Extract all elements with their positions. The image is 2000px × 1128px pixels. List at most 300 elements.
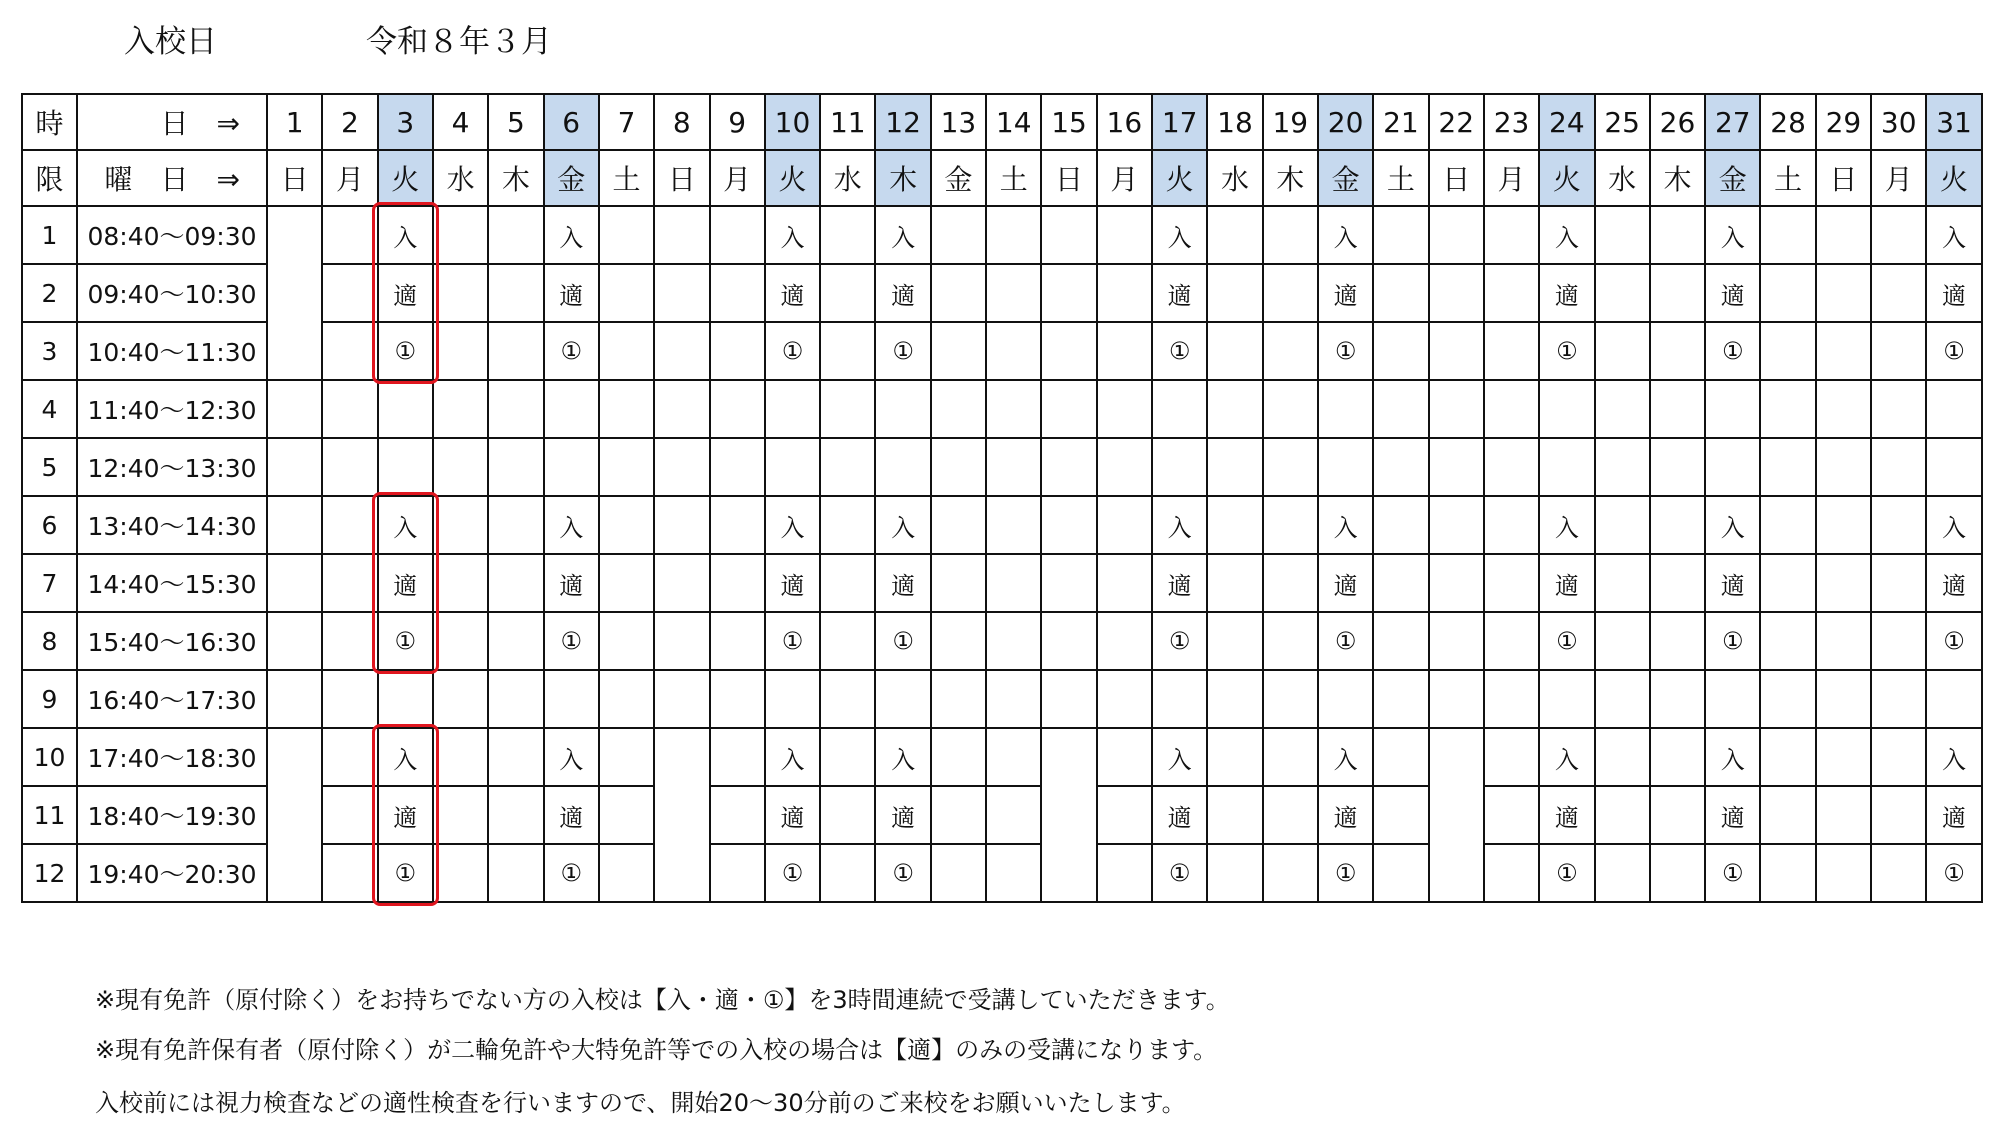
day-header-cell: 16 [1097,94,1152,150]
schedule-slot [765,438,820,496]
schedule-empty-slot [267,380,322,438]
corner-bottom: 限 [22,150,77,206]
schedule-slot [1318,438,1373,496]
day-header-cell: 23 [1484,94,1539,150]
schedule-empty-slot [1484,380,1539,438]
schedule-empty-slot [1429,206,1484,264]
day-header-cell: 31 [1926,94,1981,150]
schedule-empty-slot [654,438,709,496]
schedule-empty-slot [654,554,709,612]
schedule-empty-slot [986,264,1041,322]
schedule-empty-slot [986,438,1041,496]
period-number: 12 [22,844,77,902]
schedule-empty-slot [710,206,765,264]
schedule-empty-slot [1595,380,1650,438]
day-header-cell: 11 [820,94,875,150]
schedule-empty-slot [1595,844,1650,902]
day-header-cell: 12 [875,94,930,150]
schedule-empty-slot [1373,612,1428,670]
schedule-slot: ① [875,322,930,380]
schedule-slot: 適 [1539,264,1594,322]
schedule-empty-slot [1871,206,1926,264]
schedule-empty-slot [710,612,765,670]
schedule-slot [1318,380,1373,438]
schedule-empty-slot [1429,786,1484,844]
schedule-empty-slot [488,438,543,496]
schedule-empty-slot [931,844,986,902]
schedule-empty-slot [820,786,875,844]
schedule-empty-slot [1760,380,1815,438]
schedule-empty-slot [1263,438,1318,496]
schedule-empty-slot [1207,612,1262,670]
schedule-slot [1539,670,1594,728]
weekday-header-cell: 火 [1926,150,1981,206]
schedule-slot: ① [1539,844,1594,902]
schedule-empty-slot [1041,612,1096,670]
schedule-empty-slot [1484,670,1539,728]
weekday-header-cell: 日 [267,150,322,206]
schedule-empty-slot [267,438,322,496]
schedule-empty-slot [820,438,875,496]
schedule-empty-slot [1429,554,1484,612]
schedule-empty-slot [931,206,986,264]
weekday-header-cell: 月 [1871,150,1926,206]
schedule-empty-slot [986,786,1041,844]
schedule-empty-slot [986,670,1041,728]
schedule-empty-slot [1097,670,1152,728]
header-row-days [22,94,1982,150]
schedule-slot [1152,380,1207,438]
schedule-slot: ① [875,612,930,670]
schedule-empty-slot [1816,438,1871,496]
table-row [22,786,1982,844]
schedule-empty-slot [1816,264,1871,322]
schedule-empty-slot [433,612,488,670]
schedule-empty-slot [1650,844,1705,902]
schedule-slot: 適 [1705,786,1760,844]
schedule-empty-slot [986,612,1041,670]
schedule-empty-slot [267,264,322,322]
schedule-empty-slot [1595,496,1650,554]
period-number: 4 [22,380,77,438]
schedule-slot: 入 [1318,206,1373,264]
schedule-empty-slot [1373,496,1428,554]
schedule-slot [544,380,599,438]
schedule-empty-slot [267,554,322,612]
schedule-empty-slot [1373,438,1428,496]
schedule-slot: ① [378,844,433,902]
admission-schedule-table [21,93,1983,903]
schedule-slot: ① [875,844,930,902]
schedule-slot: 適 [1318,786,1373,844]
schedule-empty-slot [599,496,654,554]
schedule-empty-slot [820,670,875,728]
schedule-slot: 適 [1539,554,1594,612]
schedule-slot: 入 [544,496,599,554]
day-header-cell: 8 [654,94,709,150]
day-header-cell: 24 [1539,94,1594,150]
schedule-slot: ① [1318,844,1373,902]
weekday-header-cell: 水 [820,150,875,206]
schedule-slot [378,670,433,728]
day-header-cell: 22 [1429,94,1484,150]
schedule-slot: ① [1705,844,1760,902]
schedule-slot [1926,670,1981,728]
schedule-empty-slot [1207,322,1262,380]
schedule-slot [1539,438,1594,496]
weekday-header-cell: 火 [765,150,820,206]
schedule-empty-slot [986,380,1041,438]
schedule-slot: 入 [1926,206,1981,264]
period-time: 18:40～19:30 [77,786,267,844]
schedule-empty-slot [1373,670,1428,728]
schedule-empty-slot [1760,264,1815,322]
schedule-empty-slot [931,612,986,670]
schedule-empty-slot [1097,322,1152,380]
weekday-header-cell: 木 [488,150,543,206]
schedule-empty-slot [1816,612,1871,670]
schedule-empty-slot [986,322,1041,380]
schedule-slot: 入 [1539,728,1594,786]
schedule-empty-slot [1871,264,1926,322]
schedule-empty-slot [820,264,875,322]
note-license-holder: ※現有免許保有者（原付除く）が二輪免許や大特免許等での入校の場合は【適】のみの受講になります。 [95,1036,1218,1064]
schedule-empty-slot [1207,670,1262,728]
weekday-header-cell: 火 [1152,150,1207,206]
schedule-slot: 入 [1318,496,1373,554]
schedule-empty-slot [1097,264,1152,322]
schedule-empty-slot [986,728,1041,786]
schedule-empty-slot [322,786,377,844]
day-header-cell: 28 [1760,94,1815,150]
schedule-empty-slot [599,438,654,496]
schedule-empty-slot [710,554,765,612]
schedule-empty-slot [1263,554,1318,612]
schedule-empty-slot [931,438,986,496]
schedule-empty-slot [1041,322,1096,380]
schedule-empty-slot [1373,844,1428,902]
schedule-empty-slot [1207,264,1262,322]
schedule-slot: 適 [875,264,930,322]
schedule-empty-slot [433,670,488,728]
day-header-cell: 18 [1207,94,1262,150]
schedule-empty-slot [1263,670,1318,728]
schedule-empty-slot [599,264,654,322]
table-row [22,322,1982,380]
schedule-empty-slot [1760,322,1815,380]
schedule-slot: 適 [1926,554,1981,612]
weekday-header-cell: 金 [544,150,599,206]
corner-top: 時 [22,94,77,150]
schedule-empty-slot [322,670,377,728]
day-header-cell: 13 [931,94,986,150]
schedule-slot [875,380,930,438]
schedule-empty-slot [1816,670,1871,728]
schedule-empty-slot [1207,554,1262,612]
schedule-empty-slot [1595,554,1650,612]
day-header-cell: 4 [433,94,488,150]
schedule-empty-slot [1760,786,1815,844]
schedule-slot: ① [378,612,433,670]
schedule-slot: 入 [1318,728,1373,786]
schedule-slot [1926,438,1981,496]
schedule-empty-slot [267,496,322,554]
schedule-empty-slot [710,322,765,380]
schedule-empty-slot [1263,380,1318,438]
weekday-header-cell: 月 [710,150,765,206]
page-title-month: 令和８年３月 [366,24,552,60]
schedule-empty-slot [1097,496,1152,554]
schedule-empty-slot [1760,438,1815,496]
schedule-slot: 適 [1705,554,1760,612]
schedule-empty-slot [1097,380,1152,438]
schedule-slot: 適 [1318,554,1373,612]
page-title-label: 入校日 [124,24,217,60]
schedule-empty-slot [1595,438,1650,496]
schedule-empty-slot [1760,554,1815,612]
schedule-empty-slot [710,844,765,902]
schedule-empty-slot [1263,322,1318,380]
schedule-empty-slot [1263,728,1318,786]
schedule-empty-slot [322,438,377,496]
day-header-cell: 5 [488,94,543,150]
schedule-empty-slot [267,786,322,844]
period-number: 10 [22,728,77,786]
schedule-empty-slot [820,206,875,264]
schedule-empty-slot [1650,612,1705,670]
schedule-empty-slot [1760,612,1815,670]
schedule-empty-slot [1650,554,1705,612]
schedule-empty-slot [1650,496,1705,554]
schedule-slot: ① [765,844,820,902]
schedule-empty-slot [1816,554,1871,612]
schedule-empty-slot [599,554,654,612]
schedule-empty-slot [267,322,322,380]
schedule-empty-slot [322,206,377,264]
schedule-empty-slot [654,612,709,670]
schedule-empty-slot [1650,206,1705,264]
schedule-slot: 適 [1705,264,1760,322]
weekday-header-cell: 水 [1207,150,1262,206]
table-row [22,612,1982,670]
schedule-empty-slot [488,786,543,844]
weekday-header-cell: 月 [322,150,377,206]
schedule-slot: 適 [1926,264,1981,322]
schedule-empty-slot [488,322,543,380]
schedule-empty-slot [433,206,488,264]
schedule-slot [765,670,820,728]
schedule-slot: 適 [544,554,599,612]
schedule-slot: 入 [1705,496,1760,554]
schedule-empty-slot [433,496,488,554]
schedule-slot: 適 [1318,264,1373,322]
schedule-empty-slot [267,670,322,728]
schedule-slot: 入 [1539,496,1594,554]
schedule-empty-slot [1373,206,1428,264]
schedule-empty-slot [1097,554,1152,612]
schedule-empty-slot [710,670,765,728]
weekday-header-cell: 月 [1484,150,1539,206]
schedule-empty-slot [1041,670,1096,728]
schedule-empty-slot [1595,612,1650,670]
schedule-slot [875,438,930,496]
schedule-slot: ① [1539,612,1594,670]
schedule-slot: 適 [1539,786,1594,844]
table-row [22,728,1982,786]
schedule-empty-slot [322,496,377,554]
schedule-empty-slot [1650,380,1705,438]
schedule-empty-slot [1484,206,1539,264]
schedule-slot: ① [544,612,599,670]
schedule-empty-slot [931,728,986,786]
day-header-cell: 14 [986,94,1041,150]
schedule-empty-slot [1041,206,1096,264]
schedule-empty-slot [1816,844,1871,902]
schedule-slot: ① [1539,322,1594,380]
schedule-slot: ① [1705,322,1760,380]
schedule-empty-slot [986,496,1041,554]
schedule-empty-slot [1484,264,1539,322]
schedule-slot: 適 [544,786,599,844]
schedule-empty-slot [1871,844,1926,902]
schedule-empty-slot [1373,322,1428,380]
schedule-empty-slot [322,844,377,902]
schedule-slot [544,670,599,728]
schedule-slot: 適 [1152,264,1207,322]
schedule-empty-slot [1871,554,1926,612]
schedule-empty-slot [488,844,543,902]
weekday-header-cell: 土 [986,150,1041,206]
schedule-empty-slot [599,612,654,670]
schedule-empty-slot [1097,844,1152,902]
schedule-slot [1705,380,1760,438]
schedule-slot: ① [1152,322,1207,380]
schedule-empty-slot [986,206,1041,264]
schedule-empty-slot [654,264,709,322]
schedule-slot [378,380,433,438]
schedule-slot [1152,438,1207,496]
schedule-slot: ① [544,844,599,902]
schedule-empty-slot [931,554,986,612]
schedule-empty-slot [1760,844,1815,902]
schedule-slot: ① [1318,322,1373,380]
schedule-slot: 適 [1926,786,1981,844]
schedule-slot: 入 [378,728,433,786]
schedule-empty-slot [1207,206,1262,264]
schedule-empty-slot [599,206,654,264]
schedule-empty-slot [1207,844,1262,902]
schedule-empty-slot [433,322,488,380]
schedule-empty-slot [1263,496,1318,554]
period-number: 7 [22,554,77,612]
schedule-empty-slot [1595,670,1650,728]
schedule-empty-slot [488,670,543,728]
schedule-empty-slot [1760,206,1815,264]
schedule-slot: ① [765,612,820,670]
schedule-slot [1705,438,1760,496]
schedule-empty-slot [654,670,709,728]
schedule-slot: ① [1318,612,1373,670]
period-time: 12:40～13:30 [77,438,267,496]
period-time: 08:40～09:30 [77,206,267,264]
schedule-slot [544,438,599,496]
schedule-empty-slot [931,380,986,438]
schedule-empty-slot [1041,786,1096,844]
schedule-empty-slot [986,844,1041,902]
schedule-empty-slot [433,554,488,612]
weekday-header-cell: 木 [875,150,930,206]
schedule-empty-slot [1760,728,1815,786]
period-time: 11:40～12:30 [77,380,267,438]
schedule-slot: ① [1152,844,1207,902]
schedule-empty-slot [1429,438,1484,496]
day-header-cell: 21 [1373,94,1428,150]
schedule-slot: 適 [378,264,433,322]
schedule-slot: 入 [765,728,820,786]
schedule-empty-slot [1373,264,1428,322]
schedule-empty-slot [986,554,1041,612]
schedule-empty-slot [654,728,709,786]
schedule-empty-slot [1484,554,1539,612]
schedule-empty-slot [599,844,654,902]
weekday-header-cell: 土 [1760,150,1815,206]
schedule-empty-slot [1429,322,1484,380]
schedule-empty-slot [654,786,709,844]
schedule-empty-slot [1484,438,1539,496]
schedule-slot: 適 [544,264,599,322]
schedule-slot: 適 [875,554,930,612]
schedule-empty-slot [599,322,654,380]
day-header-cell: 1 [267,94,322,150]
schedule-slot [1705,670,1760,728]
day-header-cell: 19 [1263,94,1318,150]
schedule-empty-slot [488,554,543,612]
schedule-empty-slot [1429,670,1484,728]
schedule-empty-slot [1816,380,1871,438]
schedule-slot: 適 [765,786,820,844]
day-header-cell: 30 [1871,94,1926,150]
schedule-slot: 適 [378,554,433,612]
schedule-empty-slot [1041,264,1096,322]
schedule-empty-slot [820,612,875,670]
day-header-cell: 9 [710,94,765,150]
schedule-empty-slot [820,322,875,380]
schedule-empty-slot [488,612,543,670]
schedule-empty-slot [488,728,543,786]
schedule-empty-slot [1816,728,1871,786]
schedule-empty-slot [1650,264,1705,322]
schedule-empty-slot [1816,322,1871,380]
weekday-header-cell: 火 [1539,150,1594,206]
schedule-empty-slot [433,264,488,322]
schedule-slot: 適 [1152,554,1207,612]
schedule-empty-slot [1097,206,1152,264]
schedule-slot: ① [1705,612,1760,670]
schedule-empty-slot [488,380,543,438]
schedule-slot: 入 [1152,496,1207,554]
schedule-slot [875,670,930,728]
schedule-empty-slot [267,844,322,902]
schedule-empty-slot [931,264,986,322]
schedule-empty-slot [1760,670,1815,728]
table-row [22,554,1982,612]
schedule-slot: 入 [875,496,930,554]
schedule-slot: 入 [1926,496,1981,554]
schedule-empty-slot [1871,612,1926,670]
period-number: 5 [22,438,77,496]
schedule-empty-slot [1041,728,1096,786]
period-time: 17:40～18:30 [77,728,267,786]
